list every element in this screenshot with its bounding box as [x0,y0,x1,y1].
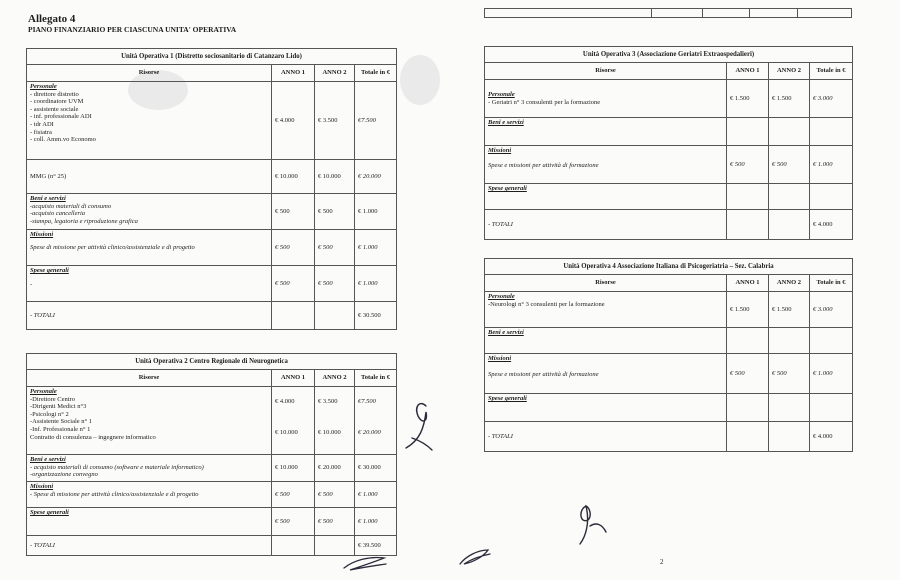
table-fragment [484,8,852,18]
year2-value: € 500 [769,354,810,394]
grand-total: € 4.000 [810,210,853,240]
list-item: Spese di missione per attività clinico/assistenziale e di progetto [30,243,195,251]
totals-label: - TOTALI [485,422,727,452]
year1-value: € 1.500 [727,80,769,118]
list-item: - Spese di missione per attività clinico/assistenziale e di progetto [30,490,199,498]
category-label: Personale [488,293,515,300]
unit-3-caption: Unità Operativa 3 (Associazione Geriatri Extraospedalieri) [485,47,853,63]
col-year2: ANNO 2 [769,275,810,292]
beni-cell [27,194,272,230]
col-resources: Risorse [485,63,727,80]
missioni-cell [485,146,727,184]
list-item: -stampa, legatoria e riproduzione grafica [30,217,138,225]
year2-value: € 500 [769,146,810,184]
page-number: 2 [660,558,664,566]
list-item: -acquisto materiali di consumo [30,202,112,210]
year2-value: € 20.000 [315,455,355,482]
grand-total: € 4.000 [810,422,853,452]
total-value: € 1.000 [355,266,397,302]
total-values [355,387,397,455]
col-total: Totale in € [355,65,397,82]
year2-value: € 500 [315,230,355,266]
category-label: Personale [488,90,515,98]
beni-cell [485,118,727,146]
missioni-cell [27,230,272,266]
unit-1-caption: Unità Operativa 1 (Distretto sociosanitario di Catanzaro Lido) [27,49,397,65]
signature-icon [572,500,612,550]
unit-1-table [26,48,397,330]
col-resources: Risorse [485,275,727,292]
list-item: - fisiatra [30,128,52,136]
year2-value: € 500 [315,508,355,536]
col-total: Totale in € [355,370,397,387]
year1-value: € 1.500 [727,292,769,328]
year2-value: € 10.000 [318,428,341,436]
totals-label: - TOTALI [485,210,727,240]
grand-total: € 39.500 [355,536,397,556]
category-label: Beni e servizi [30,456,66,463]
grand-total: € 30.500 [355,302,397,330]
missioni-cell [485,354,727,394]
missioni-cell [27,482,272,508]
total-value: € 1.000 [355,230,397,266]
total-value: € 1.000 [810,354,853,394]
year1-value: € 4.000 [272,82,315,160]
document-header [28,13,236,34]
col-resources: Risorse [27,65,272,82]
year2-value: € 500 [315,194,355,230]
list-item: -Psicologi n° 2 [30,410,69,418]
total-value: € 1.000 [355,482,397,508]
personale-cell [27,82,272,160]
category-label: Missioni [488,147,512,154]
document-title: Allegato 4 [28,13,76,25]
year2-value: € 1.500 [769,80,810,118]
year2-value: € 500 [315,266,355,302]
year1-value: € 500 [272,194,315,230]
list-item: - assistente sociale [30,105,79,113]
unit-3-table [484,46,853,240]
year1-value: € 500 [272,508,315,536]
year1-value: € 4.000 [275,398,295,405]
category-label: Spese generali [488,185,527,192]
col-year2: ANNO 2 [315,65,355,82]
total-value: € 1.000 [810,146,853,184]
year2-value: € 1.500 [769,292,810,328]
year1-value: € 500 [272,230,315,266]
list-item: -organizzazione convegno [30,471,98,479]
signature-icon [456,546,494,568]
totals-label: - TOTALI [27,302,272,330]
col-year2: ANNO 2 [315,370,355,387]
personale-cell [485,292,727,328]
list-item: - tdr ADI [30,120,54,128]
year2-value: € 3.500 [315,82,355,160]
year1-value: € 10.000 [275,428,298,436]
document-subtitle: PIANO FINANZIARIO PER CIASCUNA UNITA' OPERATIVA [28,25,237,34]
total-value: € 20.000 [355,160,397,194]
spese-cell [485,184,727,210]
spese-cell [27,508,272,536]
unit-4-table [484,258,853,452]
personale-cell [485,80,727,118]
list-item: -Assistente Sociale n° 1 [30,418,92,426]
list-item: Spese e missioni per attività di formazione [488,370,599,378]
category-label: Personale [30,83,57,90]
total-value: € 3.000 [810,292,853,328]
col-year1: ANNO 1 [727,63,769,80]
unit-2-table [26,353,397,556]
year1-value: € 10.000 [272,160,315,194]
category-label: Beni e servizi [488,119,524,126]
year1-values [272,387,315,455]
year1-value: € 500 [272,266,315,302]
year2-value: € 3.500 [318,398,338,405]
total-value: € 30.000 [355,455,397,482]
year2-values [315,387,355,455]
list-item: -acquisto cancelleria [30,210,86,218]
list-item: -Dirigenti Medici n°3 [30,403,87,411]
list-item: - acquisto materiali di consumo (software e materiale informatico) [30,463,204,471]
category-label: Spese generali [30,267,69,274]
spese-cell [27,266,272,302]
total-value: €7.500 [358,398,376,405]
category-label: Spese generali [488,395,527,402]
col-year1: ANNO 1 [272,370,315,387]
totals-label: - TOTALI [27,536,272,556]
unit-2-caption: Unità Operativa 2 Centro Regionale di Neurognetica [27,354,397,370]
total-value: € 20.000 [358,428,381,436]
signature-icon [340,552,390,574]
year1-value: € 500 [272,482,315,508]
list-item: - [30,280,33,288]
list-item: - direttore distretto [30,90,79,98]
list-item: - coll. Amm.vo Economo [30,136,96,144]
year2-value: € 10.000 [315,160,355,194]
category-label: Missioni [30,231,54,238]
col-year1: ANNO 1 [272,65,315,82]
list-item: - Geriatri n° 3 consulenti per la formazione [488,98,601,106]
beni-cell [27,455,272,482]
year2-value: € 500 [315,482,355,508]
list-item: Contratto di consulenza – ingegnere informatico [30,433,156,441]
category-label: Beni e servizi [30,195,66,202]
list-item: -Direttore Centro [30,395,75,403]
col-total: Totale in € [810,63,853,80]
signature-icon [392,398,438,458]
list-item: Spese e missioni per attività di formazione [488,161,599,169]
col-total: Totale in € [810,275,853,292]
list-item: - coordinatore UVM [30,98,84,106]
spese-cell [485,394,727,422]
personale-cell [27,387,272,455]
list-item: - inf. professionale ADI [30,113,92,121]
total-value: € 3.000 [810,80,853,118]
beni-cell [485,328,727,354]
category-label: Personale [30,388,57,395]
unit-4-caption: Unità Operativa 4 Associazione Italiana di Psicogeriatria – Sez. Calabria [485,259,853,275]
total-value: €7.500 [355,82,397,160]
total-value: € 1.000 [355,194,397,230]
list-item: -Inf. Professionale n° 1 [30,425,91,433]
scan-smudge [400,55,440,105]
col-resources: Risorse [27,370,272,387]
list-item: -Neurologi n° 3 consulenti per la formazione [488,300,605,308]
total-value: € 1.000 [355,508,397,536]
mmg-label: MMG (n° 25) [27,160,272,194]
category-label: Missioni [488,355,512,362]
year1-value: € 500 [727,354,769,394]
category-label: Beni e servizi [488,329,524,336]
col-year1: ANNO 1 [727,275,769,292]
year1-value: € 500 [727,146,769,184]
category-label: Spese generali [30,509,69,516]
category-label: Missioni [30,483,54,490]
col-year2: ANNO 2 [769,63,810,80]
year1-value: € 10.000 [272,455,315,482]
